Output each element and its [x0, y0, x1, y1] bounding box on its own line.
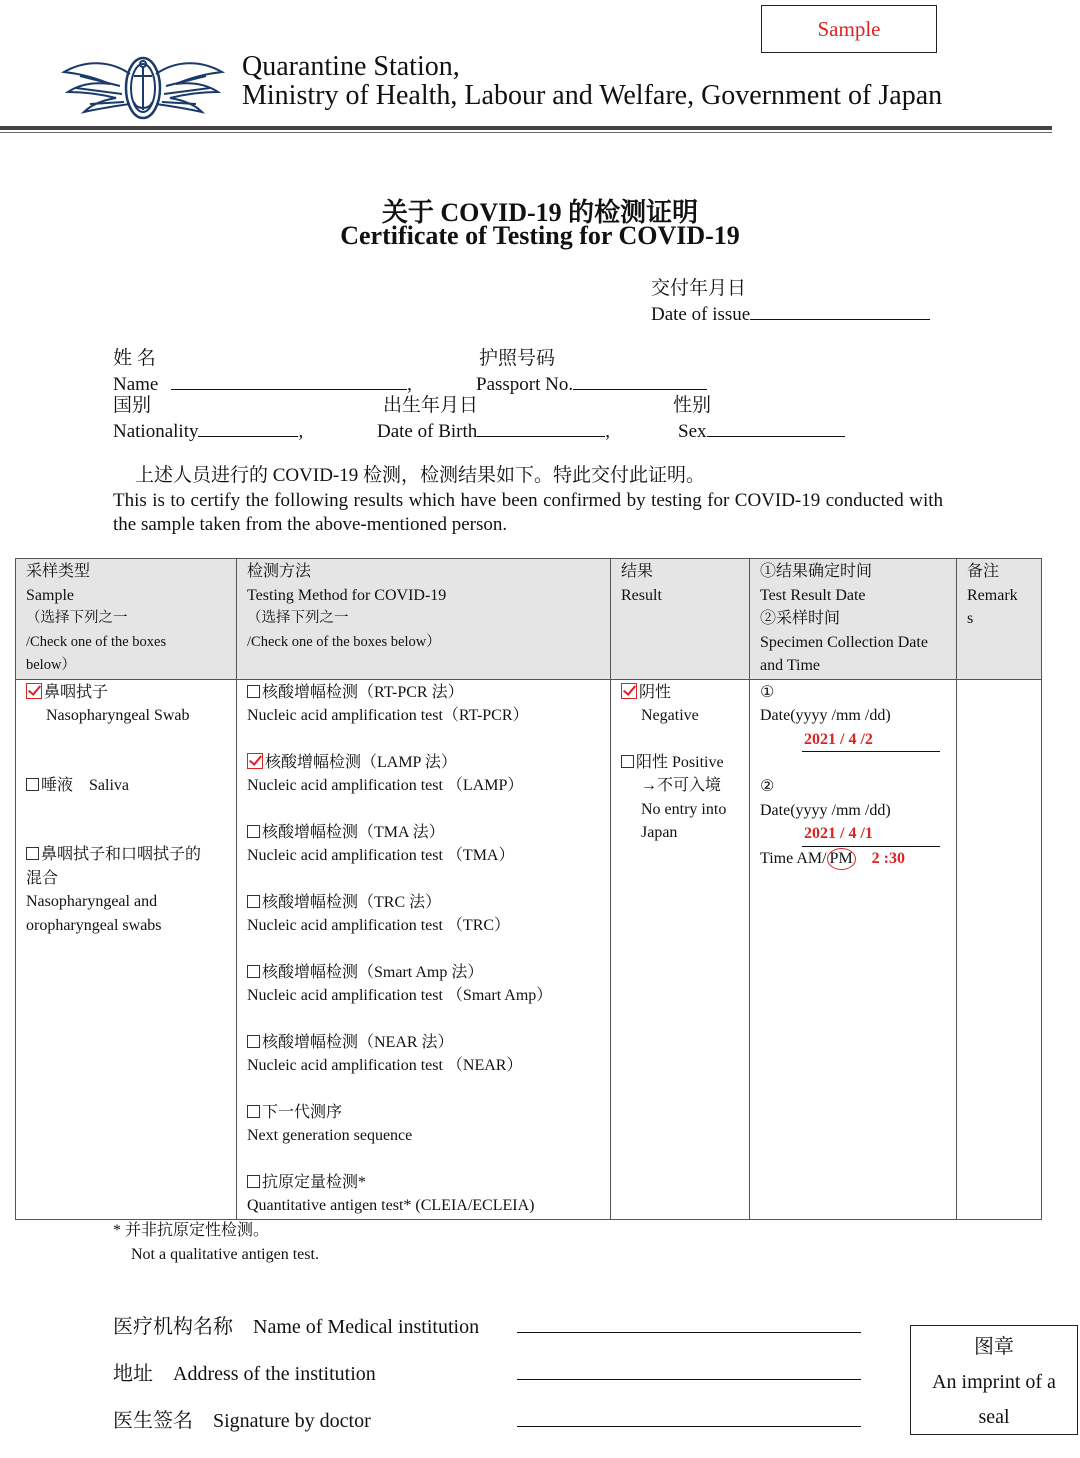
- option-label-zh: 鼻咽拭子和口咽拭子的: [41, 846, 202, 863]
- positive-note: No entry into: [641, 800, 727, 818]
- issue-date-label: [651, 301, 930, 326]
- positive-note: Japan: [641, 824, 678, 841]
- option-label-en: Nucleic acid amplification test （Smart Amp）: [247, 987, 553, 1004]
- option-label-zh: 混合: [26, 869, 59, 887]
- time-label: Time AM/: [760, 849, 827, 867]
- sample-stamp: Sample: [761, 5, 937, 53]
- header-text: Specimen Collection Date: [760, 633, 928, 651]
- option-label-en: Next generation sequence: [247, 1127, 413, 1144]
- method-option[interactable]: [247, 1101, 600, 1148]
- header-text: （选择下列之一: [26, 610, 128, 626]
- result-date-marker: ①: [760, 683, 775, 701]
- option-label-en: Nasopharyngeal and: [26, 893, 158, 910]
- checkbox-icon[interactable]: [247, 685, 260, 698]
- checkbox-checked-icon[interactable]: [26, 683, 42, 699]
- comma: ,: [407, 374, 412, 395]
- quarantine-emblem-icon: [60, 52, 226, 122]
- table-header-row: [16, 559, 1042, 680]
- method-option[interactable]: [247, 961, 600, 1008]
- institution-name-field: [517, 1332, 861, 1333]
- header-text: Sample: [26, 586, 74, 604]
- method-option[interactable]: [247, 1171, 600, 1218]
- sample-option-saliva[interactable]: [26, 774, 226, 798]
- header-remarks: [957, 559, 1042, 680]
- option-label-zh: 核酸增幅检测（RT-PCR 法）: [262, 683, 464, 701]
- header-text: /Check one of the boxes below）: [247, 633, 441, 650]
- header-rule: [0, 126, 1052, 130]
- checkbox-checked-icon[interactable]: [621, 683, 637, 699]
- dob-field: [477, 418, 605, 437]
- collection-date-value: 2021 / 4 /1: [804, 825, 873, 842]
- name-field: [171, 371, 407, 390]
- method-options-cell: [237, 679, 611, 1219]
- dates-cell: [750, 679, 957, 1219]
- checkbox-icon[interactable]: [247, 1105, 260, 1118]
- header-rule-thin: [0, 132, 1052, 133]
- nationality-label-zh: 国别: [113, 395, 152, 416]
- sex-row: [678, 418, 845, 443]
- collection-date-field: [802, 822, 940, 847]
- result-option-positive[interactable]: [621, 751, 739, 845]
- test-results-table: [15, 558, 1042, 1220]
- collection-time-row: [760, 847, 946, 871]
- title-english: Certificate of Testing for COVID-19: [340, 221, 740, 250]
- collection-date-marker: ②: [760, 778, 775, 795]
- name-row: [113, 371, 412, 396]
- option-label-en: Nucleic acid amplification test （NEAR）: [247, 1057, 523, 1074]
- option-label: 阳性 Positive: [636, 753, 724, 771]
- seal-label-zh: 图章: [974, 1336, 1014, 1358]
- sample-option-mixed[interactable]: [26, 843, 226, 937]
- sex-field: [707, 418, 845, 437]
- header-date: [750, 559, 957, 680]
- header-text: ①结果确定时间: [760, 563, 873, 580]
- collection-date-label: Date(yyyy /mm /dd): [760, 801, 891, 819]
- org-name-line1: Quarantine Station,: [242, 51, 460, 82]
- passport-row: [476, 371, 707, 396]
- header-text: ②采样时间: [760, 610, 841, 627]
- passport-label-en: Passport No.: [476, 374, 574, 395]
- sex-label-zh: 性别: [673, 395, 712, 416]
- header-text: /Check one of the boxes: [26, 633, 167, 650]
- checkbox-icon[interactable]: [247, 1175, 260, 1188]
- issue-date-label-zh: 交付年月日: [651, 278, 747, 299]
- name-label-en: Name: [113, 374, 159, 395]
- header-text: Remark: [967, 586, 1018, 604]
- header-text: Testing Method for COVID-19: [247, 586, 447, 604]
- option-label-en: oropharyngeal swabs: [26, 916, 162, 934]
- dob-row: [377, 418, 610, 443]
- table-body-row: [16, 679, 1042, 1219]
- option-label-zh: 核酸增幅检测（TRC 法）: [262, 893, 442, 911]
- option-label-zh: 下一代测序: [262, 1103, 343, 1121]
- nationality-row: [113, 418, 303, 443]
- checkbox-icon[interactable]: [247, 895, 260, 908]
- institution-address-field: [517, 1379, 861, 1380]
- header-text: Test Result Date: [760, 586, 866, 604]
- collection-time-value: 2 :30: [871, 849, 905, 867]
- header-method: [237, 559, 611, 680]
- nationality-field: [198, 418, 298, 437]
- institution-address-label: 地址 Address of the institution: [113, 1363, 376, 1385]
- seal-label-en: An imprint of a: [932, 1371, 1056, 1393]
- seal-box: [910, 1325, 1078, 1435]
- title-chinese: 关于 COVID-19 的检测证明: [381, 198, 699, 227]
- option-label-en: Quantitative antigen test* (CLEIA/ECLEIA): [247, 1197, 535, 1214]
- result-date-field: [802, 728, 940, 753]
- header-text: and Time: [760, 657, 821, 674]
- dob-label-zh: 出生年月日: [383, 395, 479, 416]
- statement-zh: 上述人员进行的 COVID-19 检测，检测结果如下。特此交付此证明。: [135, 465, 705, 486]
- checkbox-icon[interactable]: [247, 825, 260, 838]
- dob-label-en: Date of Birth: [377, 421, 478, 442]
- result-options-cell: [611, 679, 750, 1219]
- header-result: [611, 559, 750, 680]
- option-label-en: Nucleic acid amplification test （TMA）: [247, 847, 515, 864]
- option-label-en: Nucleic acid amplification test（RT-PCR）: [247, 707, 529, 724]
- result-date-label: Date(yyyy /mm /dd): [760, 707, 891, 724]
- checkbox-icon[interactable]: [26, 778, 39, 791]
- checkbox-icon[interactable]: [247, 1035, 260, 1048]
- method-option[interactable]: [247, 821, 600, 868]
- doctor-signature-field: [517, 1426, 861, 1427]
- pm-circled: PM: [827, 848, 856, 870]
- header-sample: [16, 559, 237, 680]
- remarks-cell: [957, 679, 1042, 1219]
- method-option[interactable]: [247, 751, 600, 798]
- method-option[interactable]: [247, 891, 600, 938]
- header-text: 备注: [967, 563, 1000, 580]
- method-option[interactable]: [247, 1031, 600, 1078]
- sample-option-nasopharyngeal[interactable]: [26, 681, 226, 728]
- option-label-zh: 阴性: [639, 683, 672, 701]
- footnote-zh: * 并非抗原定性检测。: [113, 1222, 270, 1239]
- header-text: 检测方法: [247, 563, 312, 580]
- name-label-zh: 姓 名: [113, 348, 156, 369]
- comma: ,: [298, 421, 304, 442]
- comma: ,: [605, 421, 611, 442]
- option-label-en: Negative: [641, 707, 699, 724]
- issue-date-field: [750, 301, 930, 320]
- sex-label-en: Sex: [678, 421, 707, 442]
- checkbox-checked-icon[interactable]: [247, 753, 263, 769]
- org-name-line2: Ministry of Health, Labour and Welfare, Government of Japan: [242, 80, 943, 111]
- header-text: 结果: [621, 563, 654, 580]
- passport-field: [573, 371, 707, 390]
- option-label-zh: 核酸增幅检测（Smart Amp 法）: [262, 963, 484, 981]
- option-label-zh: 唾液: [41, 776, 74, 794]
- result-date-value: 2021 / 4 /2: [804, 730, 873, 748]
- statement-en: This is to certify the following results which have been confirmed by testing for COVID-19 conducted with the sample taken from the above-mentioned person.: [113, 490, 943, 535]
- option-label-zh: 抗原定量检测*: [262, 1173, 367, 1191]
- sample-options-cell: [16, 679, 237, 1219]
- doctor-signature-label: 医生签名 Signature by doctor: [113, 1410, 371, 1432]
- option-label-zh: 鼻咽拭子: [44, 683, 109, 701]
- checkbox-icon[interactable]: [26, 847, 39, 860]
- header-text: Result: [621, 586, 662, 604]
- method-option[interactable]: [247, 681, 600, 728]
- issue-date-label-en: Date of issue: [651, 304, 751, 325]
- footnote-en: Not a qualitative antigen test.: [131, 1246, 319, 1263]
- option-label-en: Nucleic acid amplification test （LAMP）: [247, 777, 524, 794]
- result-option-negative[interactable]: [621, 681, 739, 728]
- option-label-zh: 核酸增幅检测（LAMP 法）: [265, 753, 457, 771]
- checkbox-icon[interactable]: [247, 965, 260, 978]
- option-label-zh: 核酸增幅检测（NEAR 法）: [262, 1033, 454, 1051]
- header-text: below）: [26, 657, 76, 673]
- option-label-en: Saliva: [89, 776, 130, 794]
- seal-label-en: seal: [978, 1406, 1010, 1428]
- option-label-en: Nasopharyngeal Swab: [46, 707, 190, 724]
- checkbox-icon[interactable]: [621, 755, 634, 768]
- passport-label-zh: 护照号码: [479, 348, 556, 369]
- positive-note: →不可入境: [641, 777, 722, 794]
- method-options-list: [247, 681, 600, 1218]
- header-text: s: [967, 610, 974, 627]
- header-text: 采样类型: [26, 563, 91, 580]
- nationality-label-en: Nationality: [113, 421, 199, 442]
- option-label-en: Nucleic acid amplification test （TRC）: [247, 917, 511, 934]
- header-text: （选择下列之一: [247, 610, 349, 626]
- option-label-zh: 核酸增幅检测（TMA 法）: [262, 823, 445, 841]
- institution-name-label: 医疗机构名称 Name of Medical institution: [113, 1316, 480, 1338]
